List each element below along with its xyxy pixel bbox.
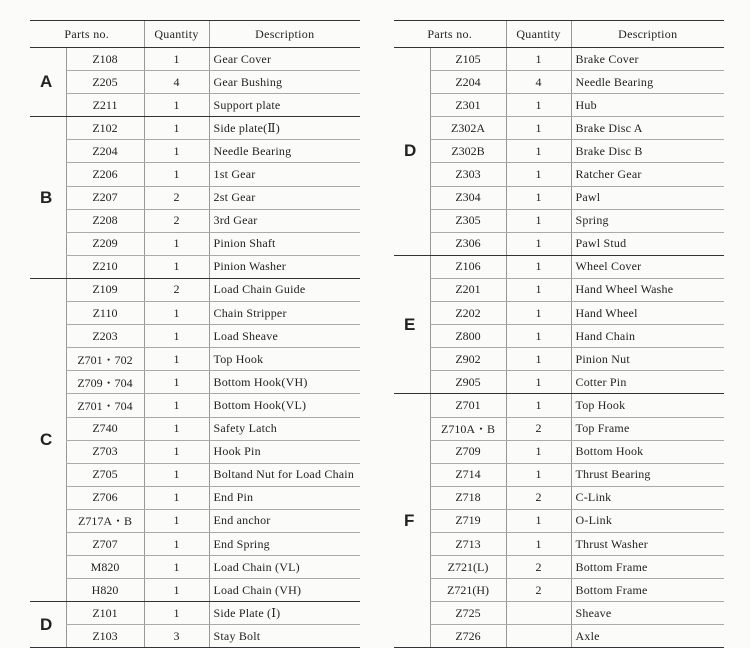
quantity: 1 <box>144 532 209 555</box>
description: Top Frame <box>571 417 724 440</box>
table-row <box>394 71 724 94</box>
part-number: Z902 <box>430 348 506 371</box>
description: Thrust Bearing <box>571 463 724 486</box>
description: Stay Bolt <box>209 625 360 648</box>
quantity: 1 <box>506 117 571 140</box>
part-number: Z717A・B <box>66 509 144 532</box>
part-number: Z726 <box>430 625 506 648</box>
table-row <box>30 532 360 555</box>
table-row <box>30 140 360 163</box>
quantity: 1 <box>144 579 209 602</box>
description: Load Chain (VL) <box>209 556 360 579</box>
parts-table-right <box>394 20 724 648</box>
table-row <box>30 232 360 255</box>
description: Chain Stripper <box>209 302 360 325</box>
description: Hook Pin <box>209 440 360 463</box>
quantity: 1 <box>144 348 209 371</box>
header-quantity: Quantity <box>506 21 571 48</box>
part-number: Z305 <box>430 209 506 232</box>
quantity: 1 <box>144 140 209 163</box>
description: Wheel Cover <box>571 255 724 278</box>
part-number: Z721(L) <box>430 556 506 579</box>
part-number: Z304 <box>430 186 506 209</box>
part-number: H820 <box>66 579 144 602</box>
table-row <box>30 417 360 440</box>
quantity: 1 <box>506 394 571 417</box>
table-row <box>394 117 724 140</box>
table-row <box>394 94 724 117</box>
quantity: 1 <box>144 394 209 417</box>
header-description: Description <box>209 21 360 48</box>
quantity: 1 <box>506 186 571 209</box>
part-number: Z101 <box>66 602 144 625</box>
header-parts-no: Parts no. <box>394 21 506 48</box>
quantity: 2 <box>506 417 571 440</box>
part-number: Z719 <box>430 509 506 532</box>
quantity: 1 <box>144 302 209 325</box>
quantity: 1 <box>506 140 571 163</box>
quantity: 2 <box>506 486 571 509</box>
table-row <box>394 48 724 71</box>
table-row <box>394 440 724 463</box>
quantity: 2 <box>144 278 209 301</box>
description: Hand Wheel Washe <box>571 278 724 301</box>
description: Gear Bushing <box>209 71 360 94</box>
description: Bottom Frame <box>571 579 724 602</box>
part-number: Z709・704 <box>66 371 144 394</box>
quantity: 1 <box>506 440 571 463</box>
part-number: Z105 <box>430 48 506 71</box>
quantity: 1 <box>144 94 209 117</box>
table-row <box>30 255 360 278</box>
table-header-row <box>30 21 360 48</box>
group-label: F <box>394 394 430 648</box>
quantity: 1 <box>506 302 571 325</box>
part-number: Z201 <box>430 278 506 301</box>
part-number: Z302B <box>430 140 506 163</box>
description: Sheave <box>571 602 724 625</box>
quantity: 1 <box>144 371 209 394</box>
quantity: 2 <box>144 186 209 209</box>
description: Ratcher Gear <box>571 163 724 186</box>
description: Needle Bearing <box>571 71 724 94</box>
header-description: Description <box>571 21 724 48</box>
description: 3rd Gear <box>209 209 360 232</box>
table-row <box>394 232 724 255</box>
quantity: 1 <box>144 463 209 486</box>
part-number: Z905 <box>430 371 506 394</box>
part-number: Z202 <box>430 302 506 325</box>
table-row <box>394 302 724 325</box>
description: Boltand Nut for Load Chain <box>209 463 360 486</box>
part-number: Z207 <box>66 186 144 209</box>
part-number: Z721(H) <box>430 579 506 602</box>
description: Hub <box>571 94 724 117</box>
quantity: 1 <box>506 532 571 555</box>
description: 2st Gear <box>209 186 360 209</box>
description: Bottom Frame <box>571 556 724 579</box>
part-number: Z108 <box>66 48 144 71</box>
table-row <box>394 278 724 301</box>
quantity: 1 <box>144 117 209 140</box>
table-row <box>30 486 360 509</box>
part-number: Z303 <box>430 163 506 186</box>
quantity: 1 <box>144 602 209 625</box>
description: Load Chain (VH) <box>209 579 360 602</box>
quantity: 1 <box>144 163 209 186</box>
part-number: Z208 <box>66 209 144 232</box>
part-number: Z203 <box>66 325 144 348</box>
part-number: Z709 <box>430 440 506 463</box>
group-label: B <box>30 117 66 279</box>
table-row <box>394 209 724 232</box>
part-number: Z210 <box>66 255 144 278</box>
quantity: 2 <box>144 209 209 232</box>
table-row <box>394 486 724 509</box>
quantity: 1 <box>144 556 209 579</box>
part-number: Z306 <box>430 232 506 255</box>
quantity: 1 <box>144 417 209 440</box>
part-number: Z110 <box>66 302 144 325</box>
table-row <box>394 325 724 348</box>
description: Gear Cover <box>209 48 360 71</box>
description: Pinion Shaft <box>209 232 360 255</box>
group-label: E <box>394 255 430 394</box>
quantity: 1 <box>506 255 571 278</box>
quantity: 2 <box>506 556 571 579</box>
description: Support plate <box>209 94 360 117</box>
quantity: 1 <box>144 486 209 509</box>
table-row <box>394 417 724 440</box>
part-number: Z714 <box>430 463 506 486</box>
quantity <box>506 625 571 648</box>
table-row <box>394 509 724 532</box>
part-number: Z106 <box>430 255 506 278</box>
table-row <box>30 163 360 186</box>
quantity: 1 <box>144 440 209 463</box>
quantity: 1 <box>144 232 209 255</box>
description: End Pin <box>209 486 360 509</box>
description: End Spring <box>209 532 360 555</box>
table-row <box>394 140 724 163</box>
group-label: D <box>394 48 430 256</box>
description: Load Chain Guide <box>209 278 360 301</box>
description: Top Hook <box>209 348 360 371</box>
part-number: Z713 <box>430 532 506 555</box>
table-row <box>30 94 360 117</box>
description: Pawl Stud <box>571 232 724 255</box>
part-number: Z204 <box>430 71 506 94</box>
description: Hand Wheel <box>571 302 724 325</box>
part-number: Z701 <box>430 394 506 417</box>
description: Thrust Washer <box>571 532 724 555</box>
description: C-Link <box>571 486 724 509</box>
description: Pawl <box>571 186 724 209</box>
description: Brake Cover <box>571 48 724 71</box>
part-number: Z109 <box>66 278 144 301</box>
description: Side plate(Ⅱ) <box>209 117 360 140</box>
part-number: Z301 <box>430 94 506 117</box>
header-parts-no: Parts no. <box>30 21 144 48</box>
description: Bottom Hook(VH) <box>209 371 360 394</box>
description: Top Hook <box>571 394 724 417</box>
part-number: Z800 <box>430 325 506 348</box>
description: Needle Bearing <box>209 140 360 163</box>
quantity: 4 <box>144 71 209 94</box>
table-row <box>394 394 724 417</box>
table-row <box>30 371 360 394</box>
quantity: 1 <box>506 509 571 532</box>
quantity: 4 <box>506 71 571 94</box>
description: Hand Chain <box>571 325 724 348</box>
part-number: Z710A・B <box>430 417 506 440</box>
header-quantity: Quantity <box>144 21 209 48</box>
group-label: A <box>30 48 66 117</box>
description: Load Sheave <box>209 325 360 348</box>
table-row <box>30 325 360 348</box>
group-label: D <box>30 602 66 648</box>
table-row <box>394 602 724 625</box>
table-row <box>394 371 724 394</box>
quantity: 1 <box>144 48 209 71</box>
quantity: 1 <box>506 278 571 301</box>
description: Brake Disc B <box>571 140 724 163</box>
table-row <box>30 48 360 71</box>
table-row <box>394 556 724 579</box>
quantity: 1 <box>506 348 571 371</box>
part-number: Z707 <box>66 532 144 555</box>
quantity: 1 <box>506 232 571 255</box>
part-number: Z211 <box>66 94 144 117</box>
description: 1st Gear <box>209 163 360 186</box>
description: Spring <box>571 209 724 232</box>
part-number: Z703 <box>66 440 144 463</box>
quantity: 1 <box>506 209 571 232</box>
part-number: Z102 <box>66 117 144 140</box>
table-row <box>30 463 360 486</box>
quantity: 1 <box>144 255 209 278</box>
part-number: Z103 <box>66 625 144 648</box>
quantity: 1 <box>144 509 209 532</box>
description: Axle <box>571 625 724 648</box>
part-number: Z701・702 <box>66 348 144 371</box>
part-number: M820 <box>66 556 144 579</box>
group-label: C <box>30 278 66 601</box>
table-row <box>30 71 360 94</box>
table-row <box>30 186 360 209</box>
table-row <box>30 209 360 232</box>
description: Bottom Hook <box>571 440 724 463</box>
table-row <box>30 602 360 625</box>
part-number: Z209 <box>66 232 144 255</box>
table-row <box>30 348 360 371</box>
table-row <box>30 579 360 602</box>
table-row <box>394 463 724 486</box>
table-row <box>30 117 360 140</box>
table-row <box>30 509 360 532</box>
quantity: 1 <box>506 463 571 486</box>
table-row <box>394 163 724 186</box>
quantity: 1 <box>144 325 209 348</box>
parts-table-left <box>30 20 360 648</box>
part-number: Z205 <box>66 71 144 94</box>
description: Bottom Hook(VL) <box>209 394 360 417</box>
table-row <box>30 556 360 579</box>
description: Safety Latch <box>209 417 360 440</box>
description: O-Link <box>571 509 724 532</box>
part-number: Z725 <box>430 602 506 625</box>
part-number: Z718 <box>430 486 506 509</box>
part-number: Z701・704 <box>66 394 144 417</box>
table-row <box>394 625 724 648</box>
table-header-row <box>394 21 724 48</box>
quantity: 3 <box>144 625 209 648</box>
quantity: 1 <box>506 371 571 394</box>
table-row <box>30 302 360 325</box>
table-row <box>30 440 360 463</box>
part-number: Z204 <box>66 140 144 163</box>
table-row <box>30 278 360 301</box>
table-row <box>30 625 360 648</box>
table-row <box>394 532 724 555</box>
table-row <box>394 255 724 278</box>
table-row <box>394 186 724 209</box>
part-number: Z706 <box>66 486 144 509</box>
part-number: Z302A <box>430 117 506 140</box>
quantity: 2 <box>506 579 571 602</box>
quantity: 1 <box>506 94 571 117</box>
table-row <box>30 394 360 417</box>
description: End anchor <box>209 509 360 532</box>
part-number: Z206 <box>66 163 144 186</box>
quantity: 1 <box>506 163 571 186</box>
description: Brake Disc A <box>571 117 724 140</box>
description: Side Plate (Ⅰ) <box>209 602 360 625</box>
quantity <box>506 602 571 625</box>
quantity: 1 <box>506 325 571 348</box>
part-number: Z740 <box>66 417 144 440</box>
description: Pinion Nut <box>571 348 724 371</box>
table-row <box>394 579 724 602</box>
quantity: 1 <box>506 48 571 71</box>
part-number: Z705 <box>66 463 144 486</box>
description: Pinion Washer <box>209 255 360 278</box>
table-row <box>394 348 724 371</box>
description: Cotter Pin <box>571 371 724 394</box>
